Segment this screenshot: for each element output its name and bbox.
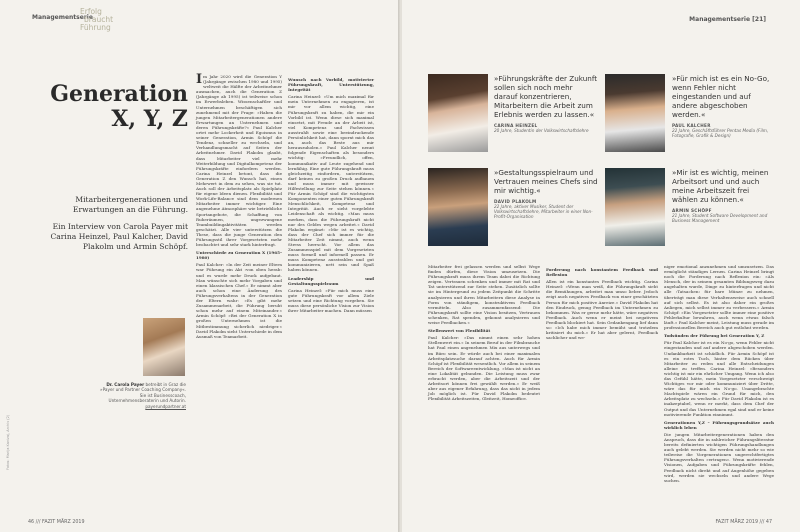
section-heading: Forderung nach konstantem Feedback und Reflexion — [546, 267, 658, 278]
body-column-4 — [546, 264, 658, 342]
portrait-armin-schoepf — [605, 168, 665, 246]
drop-cap: I — [196, 72, 203, 87]
author-bio: betreibt in Graz die »Payer und Partner Coaching Company«. Sie ist Businesscoach, Unternehmensberaterin und Autorin. — [100, 382, 186, 404]
pull-quote — [494, 168, 598, 220]
section-heading: Todsünden der Führung bei Generation Y, Z — [664, 333, 765, 339]
quote-role: 21 Jahre, Student Software Development and Business Management — [672, 213, 768, 224]
quote-role: 20 Jahre, Studentin der Volkswirtschaftslehre — [494, 128, 589, 133]
right-page — [402, 0, 800, 532]
photo-credit: Fotos: Marija Kanizaj, Archiv (2) — [6, 414, 10, 470]
intro-text: m Jahr 2020 wird die Generation Y (Jahrgänge zwischen 1980 und 1995) weltweit die Hälfte der Arbeitnehmer ausmachen, auch die Generation Z (Jahrgänge ab 1995) ist teilweise schon im Erwerbsleben. Wissenschaftler und Unternehmen beschäftigen sich zunehmend mit der Frage: »Haben die jungen Mitarbeitergenerationen andere Erwartungen an Unternehmen und deren Führungskräfte?« Paul Kalcher ortet mehr Lockerheit und Egoismus in seiner Generation, Armin Schöpf die Tendenz, schneller zu wechseln, und Verhandlungsmacht auf Seiten der Arbeitnehmer. David Plakolm glaubt, dass Mitarbeiter viel mehr Weiterbildung und Digitalkompetenz der Führungskräfte einfordern werden. Carina Heinzel betont, dass die Generation Z den Wunsch hat, einen Mehrwert in dem zu sehen, was sie tut. Auch soll der Arbeitsplatz als Spielplatz für eigene Ideen dienen. Flexibilität und Work-Life-Balance sind dem modernen Mitarbeiter immer wichtiger. Eine angenehme Atmosphäre wie betriebliche Sportangebote, die Schaffung von Ruheräumen, ungezwungene Teambuildingaktivitäten werden geschätzt. Alle vier unterstützen die These, dass die junge Generation den Führungsstil ihrer Vorgesetzten mehr beobachtet und sehr stark hinterfragt. — [196, 74, 282, 248]
body-paragraph: Paul Kalcher: »Das nimmt einen sehr hohen Stellenwert ein.« In seinem Beruf in der Filmbranche hat Paul einen angenehmen Mix aus unterwegs und im Büro sein. Er würde auch bei einer maximalen Arbeitsplatzsuche darauf achten. Auch für Armin Schöpf ist Flexibilität wesentlich. Vor allem in seinem Bereich der Softwareentwicklung. »Man ist nicht an eine Lokalität gebunden. Die Leistung muss zwar erbracht werden, aber die Arbeitszeit und der Arbeitsort können frei gewählt werden.« Er weiß aber aus eigener Erfahrung, dass das nicht in jedem Job möglich ist. Für David Plakolm bedeutet Flexibilität Arbeitszeiten, Gleitzeit, Homeoffice. — [428, 335, 540, 402]
lede-byline: Ein Interview von Carola Payer mit Carina Heinzel, Paul Kalcher, David Plakolm und Armin Schöpf. — [50, 222, 188, 251]
portrait-carina-heinzel — [428, 74, 488, 152]
section-heading: Wunsch nach Vorbild, motivierter Führungskraft, Unterstützung, Integrität — [288, 77, 374, 93]
quote-name: PAUL KALCHER — [672, 123, 711, 128]
body-paragraph: Die jungen Mitarbeitergenerationen haben den Anspruch, dass die in zahlreicher Führungsliteratur bereits definierten wichtigen Führungshandlungen auch gelebt werden. Sie werden nicht mehr so wie teilweise die Vorgenerationen ungerechtfertigtes Führungsverhalten »ertragen«. Wenn motivierende Visionen, Aufgaben und Führungskräfte fehlen, Feedback nicht direkt und auf Augenhöhe gegeben wird, werden sie wechseln und andere Wege suchen. — [664, 431, 774, 483]
lede-subtitle: Mitarbeitergenerationen und Erwartungen an die Führung. — [72, 195, 188, 214]
section-heading: Generationen Y,Z – Führungsgrundsätze auch wirklich leben — [664, 419, 774, 430]
quote-text: »Mir ist es wichtig, meinen Arbeitsort und und auch meine Arbeitszeit frei wählen zu können.« — [672, 168, 769, 204]
body-column-2 — [288, 74, 374, 315]
tagline-line: Erfolg — [80, 7, 102, 16]
body-column-1 — [196, 74, 282, 341]
pull-quote — [672, 168, 776, 223]
body-paragraph: niger emotional anzunehmen und umzusetzen. Das ermöglicht ständiges Lernen. Carina Heinzel bringt noch die Forderung nach Reflexion ein: »Als Mensch, der in seinem gesamten Bildungsweg dazu angehalten wurde, Dinge zu hinterfragen und nicht alle ›Tatsachen‹ für bare Münze zu nehmen, überträgt man diese Verhaltensweise auch schnell auf sich selbst. Es ist also daher ein großes Anliegen, mich selbst immer zu verbessern.« Armin Schöpf: »Ein Vorgesetzter sollte immer eine positive Fehlerkultur bewahren, auch wenn etwas falsch läuft.« Paul Kalcher meint, Leistung muss gerade im professionellen Bereich auch gut entlohnt werden. — [664, 264, 774, 331]
portrait-paul-kalcher — [605, 74, 665, 152]
quote-name: DAVID PLAKOLM — [494, 199, 537, 204]
quote-role: 22 Jahre, Geschäftsführer Pentas Media (Film, Fotografie, Grafik & Design) — [672, 128, 769, 139]
body-paragraph: Carina Heinzel: »Um mich maximal für mein Unternehmen zu engagieren, ist mir vor allem wichtig, eine Führungskraft zu haben, die mir ein Vorbild ist. Wenn diese sich maximal einsetzt, mit Freude an der Arbeit ist, viel Kompetenz und Fachwissen ausstrahlt sowie eine beeindruckende Persönlichkeit hat, dann spornt mich das an, auch das Beste aus mir herauszuholen.« Paul Kalcher nennt folgende Eigenschaften als besonders wichtig: »Freundlich, offen, kommunikativ auf Leute zugehend und lernfähig. Eine gute Führungskraft muss gleichzeitig einfordern, unterstützen, darf keinen zu großen Druck aufbauen und muss immer mit gewisser Hilfestellung zur Seite stehen können.« Für Armin Schöpf sind die wichtigsten Komponenten einer guten Führungskraft Menschlichkeit, Kompetenz und Integrität. Auch er sieht vorgelebte Leidenschaft als wichtig. »Man muss merken, dass die Führungskraft nicht nur des Geldes wegen arbeitet.« David Plakolm ergänzt: »Mir ist es wichtig, dass der Chef sich immer für die Mitarbeiter Zeit nimmt, auch wenn Stress herrscht. Vor allem das Zusammenspiel mit dem Vorgesetzten muss formell und informell passen. Er muss Kompetenz ausstrahlen und gut kommunizieren, nett sein und Spaß haben können. — [288, 94, 374, 273]
series-tagline — [80, 8, 113, 32]
section-heading: Stellenwert von Flexibilität — [428, 328, 491, 334]
body-paragraph: Allen ist ein konstantes Feedback wichtig. Carina Heinzel: »Wenn man weiß, die Führungskraft sieht die Bemühungen, arbeitet man umso lieber. Jedoch zeigt auch negatives Feedback von einer geschätzten Person für mich positive Anreize.« David Plakolm hat den Eindruck, genug Feedback im Unternehmen zu bekommen. Was er gerne mehr hätte, wäre negatives Feedback. Auch wenn er meint bei negativem Feedback blockiert hat. Sein Gedankengang lief dann so: »Ich habe mich immer bemüht und trotzdem kritisiert du mich.« Er hat aber gelernt, Feedback sachlicher und we- — [546, 279, 658, 341]
portrait-david-plakolm — [428, 168, 488, 246]
article-lede — [28, 195, 188, 259]
quote-text: »Führungskräfte der Zukunft sollen sich noch mehr darauf konzentrieren, Mitarbeitern die Arbeit zum Erlebnis werden zu lassen.« — [494, 74, 598, 119]
body-paragraph: Carina Heinzel: »Für mich muss eine gute Führungskraft vor allem Ziele setzen und eine Richtung vorgeben. Sie muss diese persönliche Vision zur Vision ihrer Mitarbeiter machen. Dann müssen — [288, 287, 374, 314]
quote-name: ARMIN SCHÖPF — [672, 208, 712, 213]
intro-paragraph — [196, 74, 282, 247]
article-title — [28, 82, 188, 132]
body-paragraph: Paul Kalcher: »In der Zeit meiner Eltern war Führung ein Akt ›von oben herab‹ und es wurde mehr Druck aufgebaut. Man wünschte sich mehr Vorgaben und einen klassischen Chef.« Er nimmt aber auch schon eine Änderung des Führungsverhaltens in der Generation der Eltern wahr: »Es gibt mehr Zusammenarbeit, die Führung beruht schon mehr auf einem Miteinander.« Armin Schöpf: »Bei der Generation X in großen Unternehmen ist die Mitbestimmung sicherlich niedriger.« David Plakolm sieht Unterschiede in dem Ausmaß von Teamarbeit. — [196, 262, 283, 339]
author-link[interactable]: payerundpartner.at — [145, 403, 186, 409]
title-line-1: Generation — [50, 81, 188, 107]
quote-text: »Gestaltungsspielraum und Vertrauen meines Chefs sind mir wichtig.« — [494, 168, 598, 195]
section-heading: Leadership und Gestaltungsspielraum — [288, 275, 374, 286]
title-line-2: X, Y, Z — [111, 106, 188, 132]
pull-quote — [494, 74, 598, 133]
quote-name: CARINA HEINZEL — [494, 123, 538, 128]
quote-role: 22 Jahre, aktiver Musiker, Student der Volkswirtschaftslehre, Mitarbeiter in einer Non-Profit-Organisation — [494, 204, 593, 220]
body-column-5 — [664, 264, 774, 485]
section-heading: Unterschiede zu Generation X (1965–1980) — [196, 250, 282, 261]
body-paragraph: Für Paul Kalcher ist es ein No-go, wenn Fehler nicht eingestanden und auf andere abgeschoben werden. Undankbarkeit ist schädlich. Für Armin Schöpf ist es ein rotes Tuch, hinter dem Rücken über Mitarbeiter zu reden und alle Entscheidungen alleine zu treffen. Carina Heinzel: »Besonders wichtig ist mir ein ehrlicher Umgang. Wenn ich also das Gefühl hätte, mein Vorgesetzter verschweigt Wichtiges vor mir oder kommuniziert über Dritte, wäre das für mich ein No-go. Unangebrachte Machtspiele wären ein Grund für mich, den Arbeitsplatz zu wechseln.« Für David Plakolm ist es inakzeptabel, wenn er merkt, dass dem Chef der Output und das Unternehmen egal sind und er keine motivierende Funktion einnimmt. — [664, 340, 774, 417]
page-footer-right: FAZIT MÄRZ 2019 /// 47 — [715, 520, 772, 525]
page-footer-left: 46 /// FAZIT MÄRZ 2019 — [28, 520, 85, 525]
body-column-3 — [428, 264, 540, 403]
series-label: Managementserie — [32, 14, 93, 21]
pull-quote — [672, 74, 776, 138]
author-caption — [94, 382, 186, 409]
series-label-right: Managementserie [21] — [689, 16, 766, 23]
tagline-line: Führung — [80, 23, 111, 32]
quote-text: »Für mich ist es ein No-Go, wenn Fehler nicht eingestanden und auf andere abgeschoben werden.« — [672, 74, 770, 119]
author-name: Dr. Carola Payer — [106, 382, 145, 387]
body-paragraph: Mitarbeiter frei gelassen werden und selbst Wege finden dürfen, diese Vision umzusetzen. Die Führungskraft muss ihrem Team dabei die Richtung zeigen. Vertrauen schenken und immer mit Rat und Tat unterstützend zur Seite stehen. Zusätzlich sollte sie im Hintergrund zu jedem Zeitpunkt die Schritte analysieren und ihren Mitarbeitern diese Analyse in Form von ständigem, konstruktivem Feedback vermitteln. Also zusammenfassend: Die Führungskraft sollte eine Vision besitzen, Vertrauen schenken, Rat spenden, gekonnt analysieren und weise Feedbacken.« — [428, 264, 540, 326]
author-photo — [143, 318, 185, 376]
tagline-line: braucht — [84, 15, 114, 24]
